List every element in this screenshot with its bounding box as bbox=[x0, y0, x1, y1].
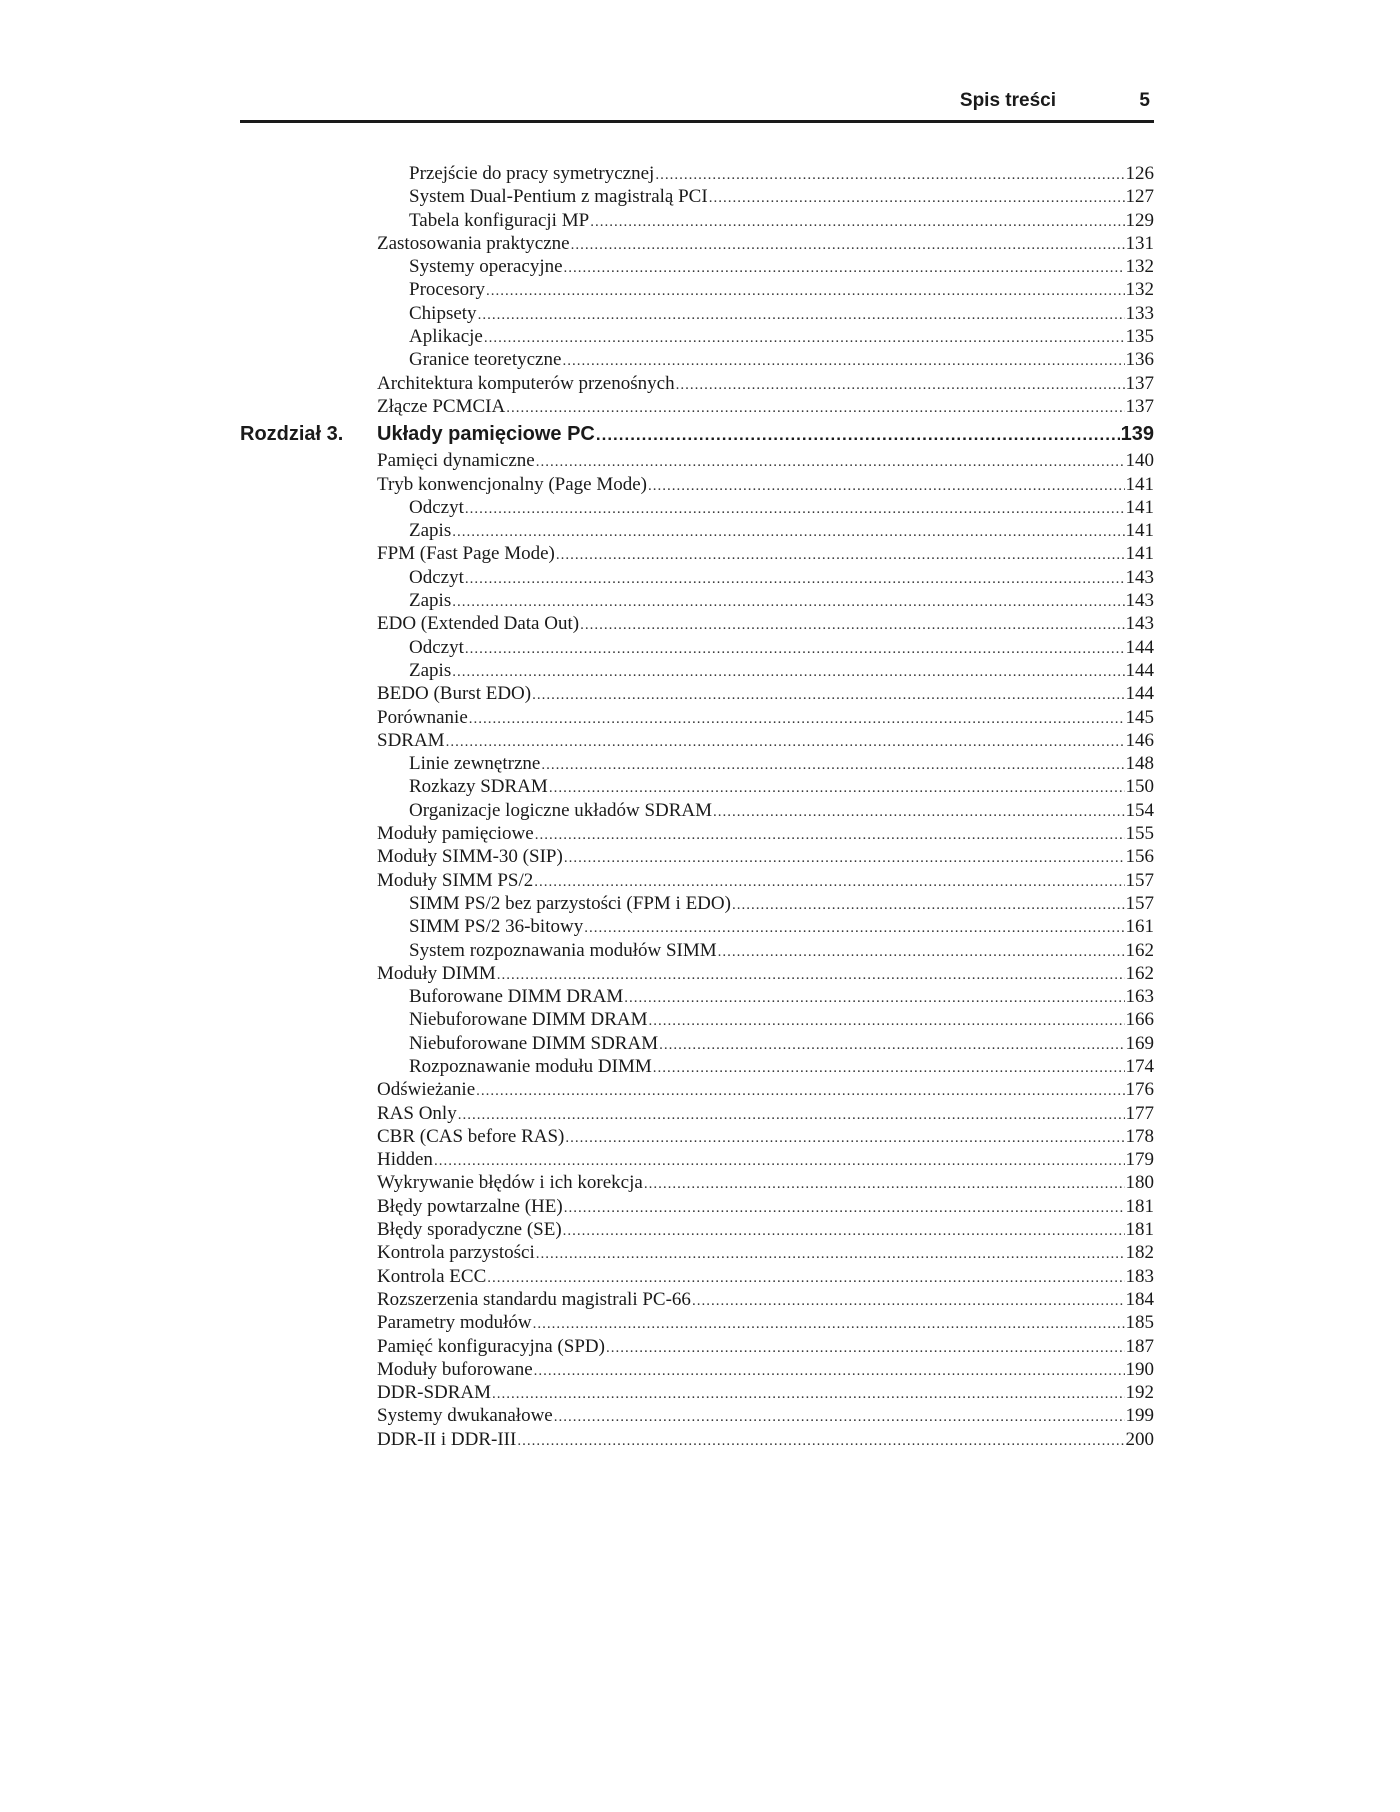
toc-entry-label: Granice teoretyczne bbox=[409, 349, 562, 371]
leader-dots bbox=[478, 304, 1125, 327]
leader-dots bbox=[492, 1383, 1124, 1406]
toc-entry[interactable] bbox=[240, 209, 1154, 232]
leader-dots bbox=[533, 1313, 1125, 1336]
toc-entry-page: 127 bbox=[1125, 186, 1154, 208]
toc-entry[interactable] bbox=[240, 1218, 1154, 1241]
toc-entry[interactable] bbox=[240, 1335, 1154, 1358]
leader-dots bbox=[465, 638, 1125, 661]
toc-entry[interactable] bbox=[240, 162, 1154, 185]
toc-entry-label: Moduły buforowane bbox=[377, 1358, 533, 1380]
toc-entry-page: 177 bbox=[1125, 1102, 1154, 1124]
toc-entry-page: 157 bbox=[1125, 869, 1154, 891]
toc-entry-page: 180 bbox=[1125, 1172, 1154, 1194]
toc-entry-page: 143 bbox=[1125, 590, 1154, 612]
leader-dots bbox=[692, 1290, 1125, 1313]
toc-entry-label: Zastosowania praktyczne bbox=[377, 232, 570, 254]
leader-dots bbox=[732, 894, 1125, 917]
leader-dots bbox=[655, 164, 1124, 187]
toc-entry[interactable] bbox=[240, 1008, 1154, 1031]
toc-entry-label: Rozkazy SDRAM bbox=[409, 776, 548, 798]
leader-dots bbox=[554, 1406, 1125, 1429]
leader-dots bbox=[452, 591, 1124, 614]
toc-entry-page: 129 bbox=[1125, 209, 1154, 231]
leader-dots bbox=[506, 397, 1124, 420]
toc-entry-page: 144 bbox=[1125, 659, 1154, 681]
toc-entry-page: 166 bbox=[1125, 1009, 1154, 1031]
toc-entry[interactable] bbox=[240, 1171, 1154, 1194]
toc-entry-label: Zapis bbox=[409, 520, 452, 542]
toc-entry-label: DDR-II i DDR-III bbox=[377, 1428, 517, 1450]
toc-entry-page: 141 bbox=[1125, 543, 1154, 565]
toc-entry[interactable] bbox=[240, 612, 1154, 635]
leader-dots bbox=[487, 1267, 1124, 1290]
leader-dots bbox=[535, 824, 1125, 847]
toc-entry-page: 137 bbox=[1125, 395, 1154, 417]
toc-entry-label: Pamięć konfiguracyjna (SPD) bbox=[377, 1335, 605, 1357]
leader-dots bbox=[713, 801, 1124, 824]
toc-entry[interactable] bbox=[240, 1404, 1154, 1427]
leader-dots bbox=[465, 498, 1125, 521]
toc-entry-label: Linie zewnętrzne bbox=[409, 753, 541, 775]
toc-entry-page: 190 bbox=[1125, 1358, 1154, 1380]
toc-entry-page: 174 bbox=[1125, 1055, 1154, 1077]
toc-entry-page: 132 bbox=[1125, 279, 1154, 301]
toc-entry[interactable] bbox=[240, 1195, 1154, 1218]
leader-dots bbox=[517, 1430, 1124, 1453]
toc-entry-page: 179 bbox=[1125, 1149, 1154, 1171]
toc-entry[interactable] bbox=[240, 348, 1154, 371]
toc-entry-label: Odświeżanie bbox=[377, 1079, 476, 1101]
toc-entry-label: Kontrola parzystości bbox=[377, 1242, 535, 1264]
toc-entry[interactable] bbox=[240, 636, 1154, 659]
toc-entry[interactable] bbox=[240, 892, 1154, 915]
toc-entry-page: 141 bbox=[1125, 496, 1154, 518]
toc-entry-label: Przejście do pracy symetrycznej bbox=[409, 163, 655, 184]
toc-entry-label: DDR-SDRAM bbox=[377, 1382, 492, 1404]
toc-entry-label: EDO (Extended Data Out) bbox=[377, 613, 580, 635]
toc-entry[interactable] bbox=[240, 799, 1154, 822]
toc-entry-label: Porównanie bbox=[377, 706, 468, 728]
toc-entry[interactable] bbox=[240, 985, 1154, 1008]
chapter-page: 139 bbox=[1120, 423, 1154, 446]
toc-entry[interactable] bbox=[240, 185, 1154, 208]
toc-entry[interactable] bbox=[240, 659, 1154, 682]
toc-entry-label: Kontrola ECC bbox=[377, 1265, 487, 1287]
leader-dots bbox=[532, 684, 1124, 707]
leader-dots bbox=[562, 350, 1124, 373]
toc-entry[interactable] bbox=[240, 449, 1154, 472]
toc-entry-page: 143 bbox=[1125, 566, 1154, 588]
toc-entry[interactable] bbox=[240, 1358, 1154, 1381]
toc-entry-label: Tabela konfiguracji MP bbox=[409, 209, 590, 231]
toc-entry-label: SDRAM bbox=[377, 729, 445, 751]
toc-entry-page: 133 bbox=[1125, 302, 1154, 324]
toc-entry-page: 161 bbox=[1125, 916, 1154, 938]
toc-entry-label: RAS Only bbox=[377, 1102, 457, 1124]
toc-entry[interactable] bbox=[240, 1311, 1154, 1334]
toc-entry-page: 126 bbox=[1125, 163, 1154, 184]
toc-entry[interactable] bbox=[240, 278, 1154, 301]
leader-dots bbox=[452, 661, 1124, 684]
leader-dots bbox=[564, 847, 1125, 870]
toc-entry-page: 156 bbox=[1125, 846, 1154, 868]
toc-entry-page: 135 bbox=[1125, 326, 1154, 348]
toc-entry-label: Niebuforowane DIMM DRAM bbox=[409, 1009, 648, 1031]
leader-dots bbox=[549, 777, 1125, 800]
toc-entry-label: System rozpoznawania modułów SIMM bbox=[409, 939, 717, 961]
toc-entry-label: Odczyt bbox=[409, 566, 464, 588]
header-page-number: 5 bbox=[1139, 90, 1150, 111]
toc-entry-label: Wykrywanie błędów i ich korekcja bbox=[377, 1172, 643, 1194]
toc-entry-page: 187 bbox=[1125, 1335, 1154, 1357]
toc-entry-page: 148 bbox=[1125, 753, 1154, 775]
toc-entry[interactable] bbox=[240, 775, 1154, 798]
leader-dots bbox=[644, 1173, 1125, 1196]
leader-dots bbox=[541, 754, 1124, 777]
toc-entry[interactable] bbox=[240, 706, 1154, 729]
toc-entry[interactable] bbox=[240, 255, 1154, 278]
toc-entry-label: Chipsety bbox=[409, 302, 477, 324]
toc-entry-label: Tryb konwencjonalny (Page Mode) bbox=[377, 473, 648, 495]
toc-entry-label: Niebuforowane DIMM SDRAM bbox=[409, 1032, 659, 1054]
toc-entry-label: Błędy sporadyczne (SE) bbox=[377, 1219, 562, 1241]
toc-entry[interactable] bbox=[240, 1125, 1154, 1148]
toc-entry[interactable] bbox=[240, 473, 1154, 496]
toc-entry-page: 200 bbox=[1125, 1428, 1154, 1450]
leader-dots bbox=[648, 475, 1124, 498]
toc-entry[interactable] bbox=[240, 519, 1154, 542]
leader-dots bbox=[534, 871, 1124, 894]
toc-entry[interactable] bbox=[240, 302, 1154, 325]
leader-dots bbox=[676, 374, 1125, 397]
toc-entry-page: 181 bbox=[1125, 1219, 1154, 1241]
leader-dots bbox=[564, 257, 1125, 280]
leader-dots bbox=[452, 521, 1124, 544]
toc-entry-label: Hidden bbox=[377, 1149, 433, 1171]
toc-entry[interactable] bbox=[240, 822, 1154, 845]
toc-entry[interactable] bbox=[240, 915, 1154, 938]
toc-entry[interactable] bbox=[240, 939, 1154, 962]
toc-entry-label: Zapis bbox=[409, 659, 452, 681]
leader-dots bbox=[434, 1150, 1125, 1173]
toc-entry-label: Pamięci dynamiczne bbox=[377, 450, 535, 472]
toc-entry-page: 183 bbox=[1125, 1265, 1154, 1287]
toc-entry-page: 131 bbox=[1125, 232, 1154, 254]
leader-dots bbox=[580, 614, 1124, 637]
toc-entry-page: 178 bbox=[1125, 1125, 1154, 1147]
toc-entry[interactable] bbox=[240, 395, 1154, 418]
toc-entry[interactable] bbox=[240, 962, 1154, 985]
toc-entry-page: 155 bbox=[1125, 823, 1154, 845]
toc-entry-label: Moduły pamięciowe bbox=[377, 823, 534, 845]
leader-dots bbox=[484, 327, 1125, 350]
toc-entry-label: CBR (CAS before RAS) bbox=[377, 1125, 565, 1147]
toc-entry-page: 181 bbox=[1125, 1195, 1154, 1217]
chapter-title: Układy pamięciowe PC bbox=[377, 423, 595, 446]
toc-entry[interactable] bbox=[240, 682, 1154, 705]
toc-entry-page: 154 bbox=[1125, 799, 1154, 821]
leader-dots bbox=[458, 1104, 1125, 1127]
leader-dots bbox=[536, 1243, 1125, 1266]
toc-entry-label: Błędy powtarzalne (HE) bbox=[377, 1195, 563, 1217]
chapter-number: Rozdział 3. bbox=[240, 423, 344, 446]
toc-entry-label: Odczyt bbox=[409, 636, 464, 658]
toc-entry[interactable] bbox=[240, 496, 1154, 519]
toc-entry-label: Procesory bbox=[409, 279, 485, 301]
toc-entry-label: Rozpoznawanie modułu DIMM bbox=[409, 1055, 652, 1077]
toc-entry-page: 136 bbox=[1125, 349, 1154, 371]
leader-dots bbox=[563, 1220, 1125, 1243]
toc-entry[interactable] bbox=[240, 845, 1154, 868]
header-title: Spis treści bbox=[959, 90, 1056, 111]
toc-entry[interactable] bbox=[240, 542, 1154, 565]
toc-entry[interactable] bbox=[240, 1032, 1154, 1055]
toc-entry-page: 145 bbox=[1125, 706, 1154, 728]
toc-entry-page: 162 bbox=[1125, 939, 1154, 961]
toc-entry-label: SIMM PS/2 36-bitowy bbox=[409, 916, 584, 938]
toc-entry[interactable] bbox=[240, 232, 1154, 255]
toc-entry[interactable] bbox=[240, 589, 1154, 612]
leader-dots bbox=[497, 964, 1125, 987]
toc-entry-page: 137 bbox=[1125, 372, 1154, 394]
toc-entry-page: 169 bbox=[1125, 1032, 1154, 1054]
toc-entry-page: 157 bbox=[1125, 892, 1154, 914]
toc-entry-page: 176 bbox=[1125, 1079, 1154, 1101]
toc-entry-label: Systemy dwukanałowe bbox=[377, 1405, 553, 1427]
toc-entry-page: 141 bbox=[1125, 520, 1154, 542]
toc-entry-label: FPM (Fast Page Mode) bbox=[377, 543, 555, 565]
leader-dots bbox=[465, 568, 1125, 591]
leader-dots bbox=[649, 1010, 1125, 1033]
toc-entry-label: Moduły SIMM PS/2 bbox=[377, 869, 534, 891]
toc-entry-label: Architektura komputerów przenośnych bbox=[377, 372, 675, 394]
toc-entry-label: Zapis bbox=[409, 590, 452, 612]
leader-dots bbox=[556, 544, 1125, 567]
leader-dots bbox=[718, 941, 1125, 964]
toc-entry-label: Odczyt bbox=[409, 496, 464, 518]
leader-dots bbox=[590, 211, 1124, 234]
toc-entry[interactable] bbox=[240, 566, 1154, 589]
toc-entry[interactable] bbox=[240, 752, 1154, 775]
toc-entry-page: 184 bbox=[1125, 1288, 1154, 1310]
leader-dots bbox=[596, 420, 1120, 449]
toc-entry-page: 199 bbox=[1125, 1405, 1154, 1427]
toc-entry[interactable] bbox=[240, 1428, 1154, 1451]
leader-dots bbox=[565, 1127, 1124, 1150]
toc-entry-label: Organizacje logiczne układów SDRAM bbox=[409, 799, 713, 821]
toc-entry[interactable] bbox=[240, 1148, 1154, 1171]
toc-entry-label: Rozszerzenia standardu magistrali PC-66 bbox=[377, 1288, 691, 1310]
toc-entry-label: BEDO (Burst EDO) bbox=[377, 683, 532, 705]
leader-dots bbox=[486, 280, 1125, 303]
toc-entry-label: Moduły SIMM-30 (SIP) bbox=[377, 846, 563, 868]
toc-entry-page: 146 bbox=[1125, 729, 1154, 751]
toc-entry-page: 182 bbox=[1125, 1242, 1154, 1264]
toc-entry[interactable] bbox=[240, 372, 1154, 395]
toc-entry-label: Systemy operacyjne bbox=[409, 256, 563, 278]
toc-entry-page: 141 bbox=[1125, 473, 1154, 495]
toc-entry-page: 132 bbox=[1125, 256, 1154, 278]
toc-entry[interactable] bbox=[240, 1288, 1154, 1311]
table-of-contents bbox=[240, 162, 1154, 1451]
leader-dots bbox=[476, 1080, 1124, 1103]
leader-dots bbox=[571, 234, 1125, 257]
chapter-heading[interactable] bbox=[240, 420, 1154, 449]
toc-entry-label: Złącze PCMCIA bbox=[377, 395, 506, 417]
leader-dots bbox=[534, 1360, 1125, 1383]
toc-entry[interactable] bbox=[240, 1381, 1154, 1404]
toc-entry[interactable] bbox=[240, 1102, 1154, 1125]
leader-dots bbox=[653, 1057, 1125, 1080]
leader-dots bbox=[446, 731, 1125, 754]
toc-entry[interactable] bbox=[240, 1055, 1154, 1078]
leader-dots bbox=[624, 987, 1124, 1010]
toc-entry-page: 162 bbox=[1125, 962, 1154, 984]
toc-entry[interactable] bbox=[240, 1241, 1154, 1264]
running-header bbox=[240, 88, 1154, 123]
toc-entry-label: SIMM PS/2 bez parzystości (FPM i EDO) bbox=[409, 892, 731, 914]
toc-entry-page: 150 bbox=[1125, 776, 1154, 798]
toc-entry[interactable] bbox=[240, 729, 1154, 752]
toc-entry-page: 143 bbox=[1125, 613, 1154, 635]
leader-dots bbox=[606, 1337, 1125, 1360]
toc-entry-page: 140 bbox=[1125, 450, 1154, 472]
toc-entry-page: 144 bbox=[1125, 683, 1154, 705]
toc-entry-page: 192 bbox=[1125, 1382, 1154, 1404]
toc-entry-page: 163 bbox=[1125, 986, 1154, 1008]
leader-dots bbox=[659, 1034, 1124, 1057]
toc-entry-label: Moduły DIMM bbox=[377, 962, 496, 984]
toc-entry-page: 185 bbox=[1125, 1312, 1154, 1334]
leader-dots bbox=[584, 917, 1124, 940]
toc-entry-page: 144 bbox=[1125, 636, 1154, 658]
leader-dots bbox=[469, 708, 1125, 731]
toc-entry-label: System Dual-Pentium z magistralą PCI bbox=[409, 186, 708, 208]
leader-dots bbox=[709, 187, 1125, 210]
leader-dots bbox=[536, 451, 1125, 474]
toc-entry[interactable] bbox=[240, 1265, 1154, 1288]
toc-entry[interactable] bbox=[240, 869, 1154, 892]
toc-entry-label: Aplikacje bbox=[409, 326, 483, 348]
toc-entry[interactable] bbox=[240, 325, 1154, 348]
leader-dots bbox=[564, 1197, 1125, 1220]
toc-entry-label: Parametry modułów bbox=[377, 1312, 532, 1334]
toc-entry[interactable] bbox=[240, 1078, 1154, 1101]
toc-entry-label: Buforowane DIMM DRAM bbox=[409, 986, 624, 1008]
